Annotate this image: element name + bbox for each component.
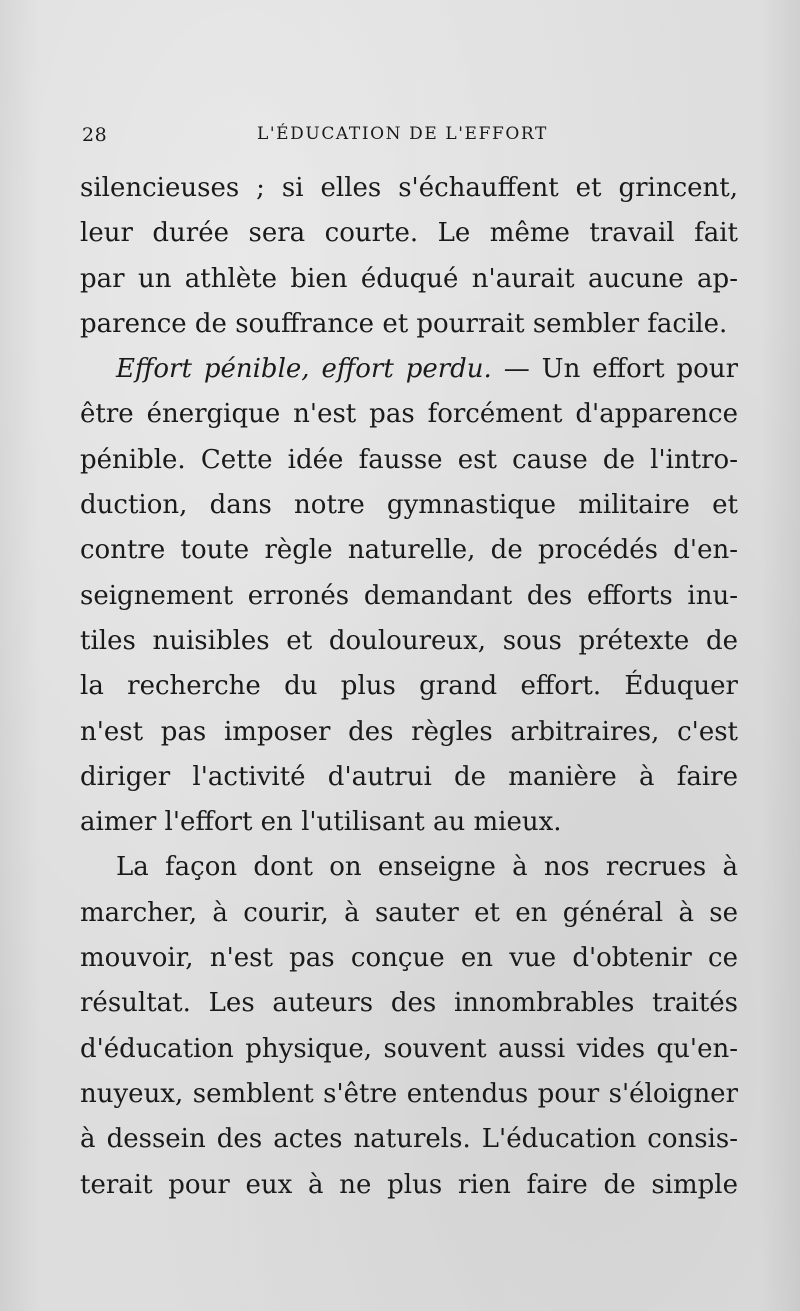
text-line: seignement erronés demandant des efforts inu- <box>80 580 738 611</box>
text-line: la recherche du plus grand effort. Éduquer <box>80 671 738 702</box>
text-line: silencieuses ; si elles s'échauffent et grincent, <box>80 173 738 203</box>
body-text <box>80 166 738 1208</box>
text-line: aimer l'effort en l'utilisant au mieux. <box>80 807 562 838</box>
text-line: La façon dont on enseigne à nos recrues à <box>116 852 738 883</box>
text-line: d'éducation physique, souvent aussi vides qu'en- <box>80 1033 738 1064</box>
page-number: 28 <box>82 124 108 146</box>
text-line: n'est pas imposer des règles arbitraires, c'est <box>80 716 738 747</box>
italic-heading: Effort pénible, effort perdu. <box>116 354 492 385</box>
text-line: diriger l'activité d'autrui de manière à faire <box>80 761 738 792</box>
text-line: à dessein des actes naturels. L'éducation consis- <box>80 1124 738 1155</box>
running-title: L'ÉDUCATION DE L'EFFORT <box>257 124 548 144</box>
text-line: résultat. Les auteurs des innombrables traités <box>80 988 738 1019</box>
section-heading-line <box>80 347 738 392</box>
text-line: duction, dans notre gymnastique militaire et <box>80 490 738 521</box>
heading-continuation: — Un effort pour <box>491 354 738 385</box>
text-line: terait pour eux à ne plus rien faire de simple <box>80 1169 738 1200</box>
text-line: tiles nuisibles et douloureux, sous prétexte de <box>80 625 738 656</box>
text-line: pénible. Cette idée fausse est cause de l'intro- <box>80 444 738 475</box>
text-line: marcher, à courir, à sauter et en général à se <box>80 897 738 928</box>
text-line: être énergique n'est pas forcément d'apparence <box>80 399 738 430</box>
text-line: nuyeux, semblent s'être entendus pour s'éloigner <box>80 1078 738 1109</box>
text-line: contre toute règle naturelle, de procédés d'en- <box>80 535 738 566</box>
text-line: parence de souffrance et pourrait sembler facile. <box>80 308 728 339</box>
text-line: par un athlète bien éduqué n'aurait aucune ap- <box>80 263 738 294</box>
text-line: leur durée sera courte. Le même travail fait <box>80 218 738 249</box>
text-line: mouvoir, n'est pas conçue en vue d'obtenir ce <box>80 943 738 974</box>
page-header <box>82 124 742 154</box>
